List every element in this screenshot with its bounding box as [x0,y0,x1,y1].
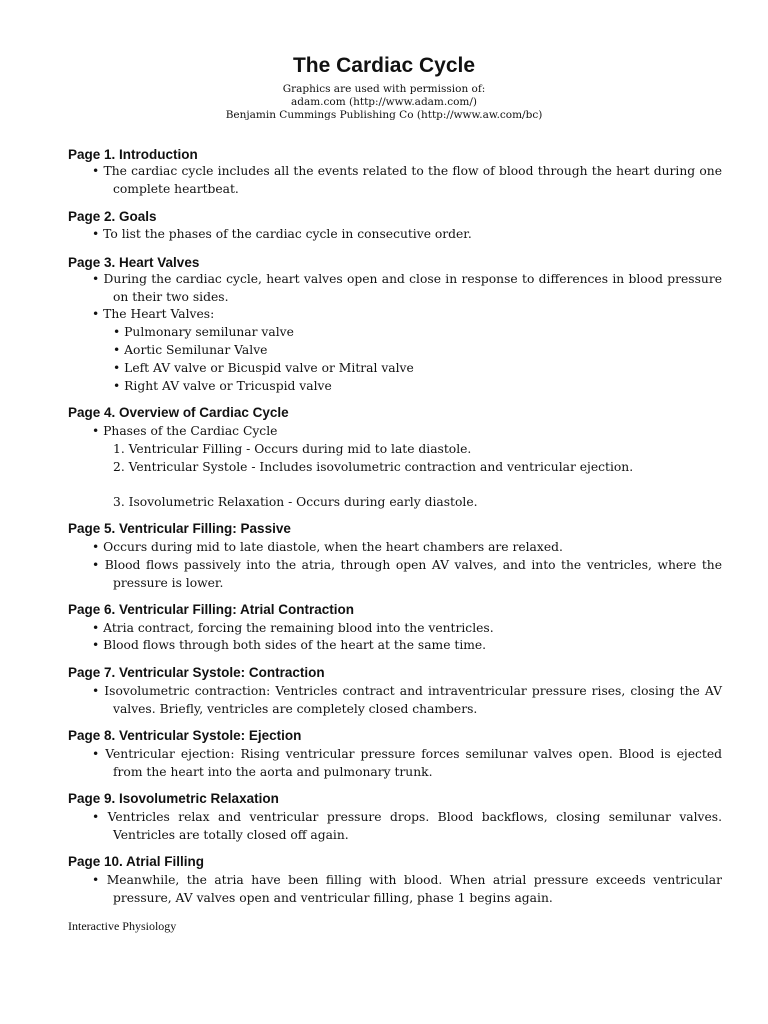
bullet-item: • The cardiac cycle includes all the events related to the flow of blood through the heart during one complete heartbeat. [92,164,722,196]
sub-bullet-item: • Left AV valve or Bicuspid valve or Mitral valve [113,361,414,375]
section-heading: Page 1. Introduction [68,147,198,162]
credit-line: Benjamin Cummings Publishing Co (http://www.aw.com/bc) [225,109,543,121]
bullet-item: • Phases of the Cardiac Cycle [92,424,278,438]
document-title: The Cardiac Cycle [292,54,476,77]
sub-bullet-item: • Aortic Semilunar Valve [113,343,268,357]
page-footer: Interactive Physiology [68,919,177,933]
section-heading: Page 7. Ventricular Systole: Contraction [68,665,325,680]
bullet-item: • The Heart Valves: [92,307,215,321]
bullet-item: • Blood flows through both sides of the heart at the same time. [92,638,487,652]
bullet-item: • To list the phases of the cardiac cycle in consecutive order. [92,227,472,241]
section-heading: Page 5. Ventricular Filling: Passive [68,521,291,536]
numbered-item: 1. Ventricular Filling - Occurs during mid to late diastole. [113,442,472,456]
section-heading: Page 2. Goals [68,209,157,224]
bullet-item: • Meanwhile, the atria have been filling with blood. When atrial pressure exceeds ventricular pressure, AV valves open and ventricular filling, phase 1 begins again. [92,873,722,905]
section-heading: Page 8. Ventricular Systole: Ejection [68,728,302,743]
section-heading: Page 6. Ventricular Filling: Atrial Contraction [68,602,355,617]
section-heading: Page 10. Atrial Filling [68,854,205,869]
credit-line: adam.com (http://www.adam.com/) [290,96,478,108]
bullet-item: • Atria contract, forcing the remaining blood into the ventricles. [92,621,494,635]
bullet-item: • Ventricles relax and ventricular pressure drops. Blood backflows, closing semilunar valves. Ventricles are totally closed off again. [92,810,722,842]
bullet-item: • Occurs during mid to late diastole, when the heart chambers are relaxed. [92,540,563,554]
bullet-item: • Ventricular ejection: Rising ventricular pressure forces semilunar valves open. Blood is ejected from the heart into the aorta and pulmonary trunk. [92,747,722,779]
bullet-item: • During the cardiac cycle, heart valves open and close in response to differences in blood pressure on their two sides. [92,272,722,304]
sub-bullet-item: • Pulmonary semilunar valve [113,325,294,339]
section-heading: Page 9. Isovolumetric Relaxation [68,791,279,806]
section-heading: Page 3. Heart Valves [68,255,200,270]
numbered-item: 2. Ventricular Systole - Includes isovolumetric contraction and ventricular ejection. [113,460,634,474]
credit-line: Graphics are used with permission of: [282,83,486,95]
sub-bullet-item: • Right AV valve or Tricuspid valve [113,379,332,393]
bullet-item: • Isovolumetric contraction: Ventricles contract and intraventricular pressure rises, closing the AV valves. Briefly, ventricles are completely closed chambers. [92,684,722,716]
bullet-item: • Blood flows passively into the atria, through open AV valves, and into the ventricles, where the pressure is lower. [92,558,722,590]
section-heading: Page 4. Overview of Cardiac Cycle [68,405,289,420]
numbered-item: 3. Isovolumetric Relaxation - Occurs during early diastole. [113,495,478,509]
